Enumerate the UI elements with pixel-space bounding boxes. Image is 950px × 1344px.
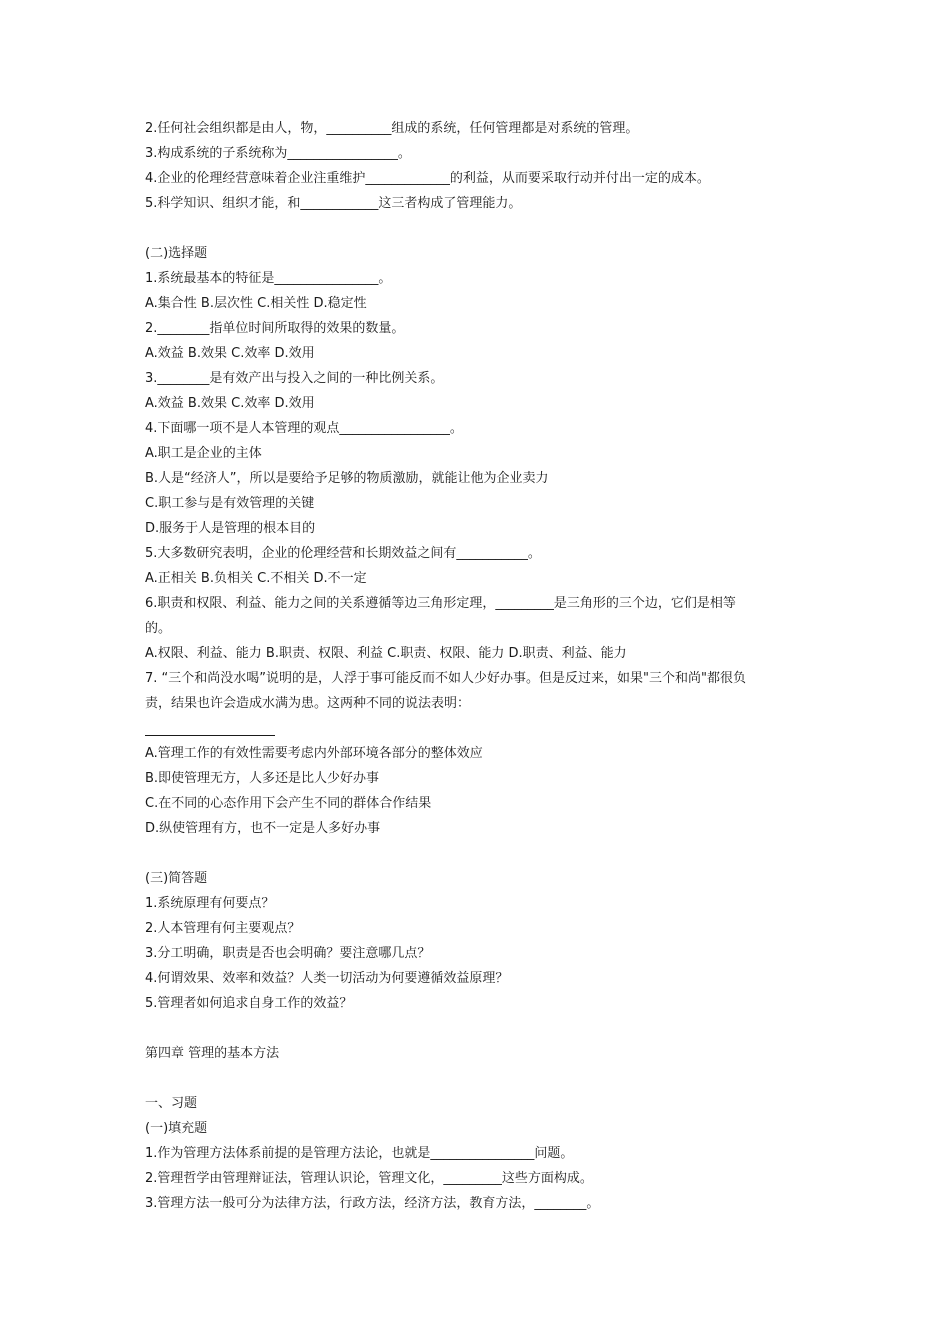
choice-q6-line1: 6.职责和权限、利益、能力之间的关系遵循等边三角形定理，_________是三角形的三个边，它们是相等 xyxy=(145,596,736,611)
chapter-title: 第四章 管理的基本方法 xyxy=(145,1046,280,1061)
short-answer-q3: 3.分工明确，职责是否也会明确？要注意哪几点？ xyxy=(145,946,431,961)
choice-q7-option-b: B.即使管理无方，人多还是比人少好办事 xyxy=(145,771,380,786)
choice-q2-options: A.效益 B.效果 C.效率 D.效用 xyxy=(145,346,315,361)
short-answer-heading: (三)简答题 xyxy=(145,871,208,886)
fill-question-5: 5.科学知识、组织才能，和____________这三者构成了管理能力。 xyxy=(145,196,522,211)
choice-q7-line1: 7. “三个和尚没水喝”说明的是，人浮于事可能反而不如人少好办事。但是反过来，如果"三个和尚"都很负 xyxy=(145,671,746,686)
choice-q4-option-b: B.人是“经济人”，所以是要给予足够的物质激励，就能让他为企业卖力 xyxy=(145,471,549,486)
spacer xyxy=(145,1066,810,1091)
choice-q6-line2: 的。 xyxy=(145,621,172,636)
ch4-fill-q2: 2.管理哲学由管理辩证法，管理认识论，管理文化，_________这些方面构成。 xyxy=(145,1171,593,1186)
fill-question-3: 3.构成系统的子系统称为_________________。 xyxy=(145,146,411,161)
short-answer-q4: 4.何谓效果、效率和效益？人类一切活动为何要遵循效益原理？ xyxy=(145,971,509,986)
choice-q4-option-a: A.职工是企业的主体 xyxy=(145,446,262,461)
exercises-heading: 一、习题 xyxy=(145,1096,198,1111)
fill-section-heading: (一)填充题 xyxy=(145,1121,208,1136)
choice-q7-option-d: D.纵使管理有方，也不一定是人多好办事 xyxy=(145,821,381,836)
short-answer-q5: 5.管理者如何追求自身工作的效益？ xyxy=(145,996,353,1011)
choice-q1: 1.系统最基本的特征是________________。 xyxy=(145,271,392,286)
choice-q5: 5.大多数研究表明，企业的伦理经营和长期效益之间有___________。 xyxy=(145,546,541,561)
choice-q6-options: A.权限、利益、能力 B.职责、权限、利益 C.职责、权限、能力 D.职责、利益、能力 xyxy=(145,646,627,661)
fill-question-4: 4.企业的伦理经营意味着企业注重维护_____________的利益，从而要采取行动并付出一定的成本。 xyxy=(145,171,710,186)
answer-blank-line xyxy=(145,735,275,736)
choice-q4: 4.下面哪一项不是人本管理的观点_________________。 xyxy=(145,421,463,436)
short-answer-q2: 2.人本管理有何主要观点？ xyxy=(145,921,301,936)
document-page xyxy=(145,116,810,1216)
short-answer-q1: 1.系统原理有何要点？ xyxy=(145,896,275,911)
choice-q4-option-c: C.职工参与是有效管理的关键 xyxy=(145,496,315,511)
choice-q5-options: A.正相关 B.负相关 C.不相关 D.不一定 xyxy=(145,571,367,586)
ch4-fill-q3: 3.管理方法一般可分为法律方法，行政方法，经济方法，教育方法，________。 xyxy=(145,1196,600,1211)
choice-q3: 3.________是有效产出与投入之间的一种比例关系。 xyxy=(145,371,444,386)
spacer xyxy=(145,841,810,866)
choice-q1-options: A.集合性 B.层次性 C.相关性 D.稳定性 xyxy=(145,296,367,311)
choice-q4-option-d: D.服务于人是管理的根本目的 xyxy=(145,521,316,536)
choice-section-heading: (二)选择题 xyxy=(145,246,208,261)
choice-q7-option-c: C.在不同的心态作用下会产生不同的群体合作结果 xyxy=(145,796,432,811)
spacer xyxy=(145,1016,810,1041)
choice-q2: 2.________指单位时间所取得的效果的数量。 xyxy=(145,321,405,336)
choice-q3-options: A.效益 B.效果 C.效率 D.效用 xyxy=(145,396,315,411)
choice-q7-option-a: A.管理工作的有效性需要考虑内外部环境各部分的整体效应 xyxy=(145,746,483,761)
choice-q7-line2: 责，结果也许会造成水满为患。这两种不同的说法表明： xyxy=(145,696,471,711)
fill-question-2: 2.任何社会组织都是由人，物，__________组成的系统，任何管理都是对系统的管理。 xyxy=(145,121,639,136)
spacer xyxy=(145,216,810,241)
ch4-fill-q1: 1.作为管理方法体系前提的是管理方法论，也就是________________问题。 xyxy=(145,1146,574,1161)
